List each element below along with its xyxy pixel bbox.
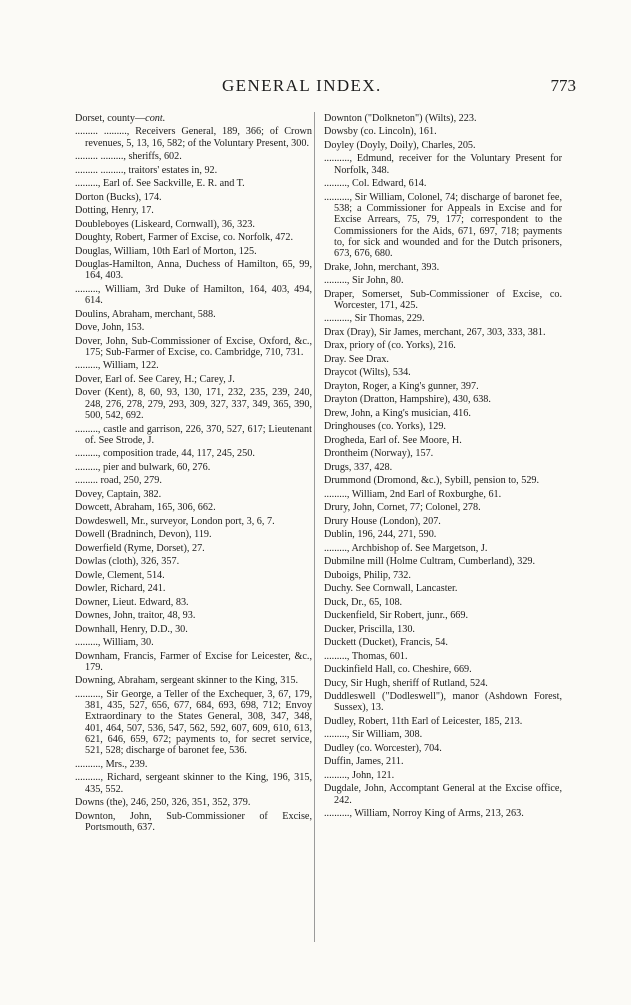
index-entry: Drew, John, a King's musician, 416.: [324, 407, 471, 419]
index-entry: Dowerfield (Ryme, Dorset), 27.: [75, 542, 205, 554]
page-header: [0, 76, 631, 96]
index-entry: Drury, John, Cornet, 77; Colonel, 278.: [324, 502, 481, 514]
index-entry: Downes, John, traitor, 48, 93.: [75, 610, 196, 622]
index-entry: Dowle, Clement, 514.: [75, 569, 165, 581]
index-entry: Downer, Lieut. Edward, 83.: [75, 596, 189, 608]
index-entry: Dringhouses (co. Yorks), 129.: [324, 421, 446, 433]
index-entry: .........., Sir George, a Teller of the Exchequer, 3, 67, 179, 381, 435, 527, 656, 677, 684, 693, 698, 712; Envoy Extraordinary to the States General, 308, 347, 348, 401, 464, 507, 536, 547, 562, 592, 607, 609, 610, 613, 621, 646, 659, 672; payments to, for secret service, 521, 528; discharge of baronet fee, 536.: [75, 688, 312, 757]
index-entry: Dover (Kent), 8, 60, 93, 130, 171, 232, 235, 239, 240, 248, 276, 278, 279, 293, 309, 327, 337, 349, 365, 390, 500, 542, 692.: [75, 387, 312, 422]
index-entry: Dotting, Henry, 17.: [75, 205, 154, 217]
index-entry: Drayton, Roger, a King's gunner, 397.: [324, 380, 479, 392]
index-entry: Doughty, Robert, Farmer of Excise, co. Norfolk, 472.: [75, 232, 294, 244]
index-entry: Downs (the), 246, 250, 326, 351, 352, 379.: [75, 797, 251, 809]
index-entry: ......... ........., Receivers General, 189, 366; of Crown revenues, 5, 13, 16, 582; of the Voluntary Present, 300.: [75, 126, 312, 149]
index-entry: Douglas-Hamilton, Anna, Duchess of Hamilton, 65, 99, 164, 403.: [75, 259, 312, 282]
index-entry: Downham, Francis, Farmer of Excise for Leicester, &c., 179.: [75, 650, 312, 673]
index-entry: Drax, priory of (co. Yorks), 216.: [324, 340, 456, 352]
index-entry: ........., William, 3rd Duke of Hamilton, 164, 403, 494, 614.: [75, 283, 312, 307]
index-entry: Duboigs, Philip, 732.: [324, 569, 411, 581]
index-entry: ........., castle and garrison, 226, 370, 527, 617; Lieutenant of. See Strode, J.: [75, 423, 312, 446]
index-entry: Dowsby (co. Lincoln), 161.: [324, 126, 437, 138]
index-entry: Doulins, Abraham, merchant, 588.: [75, 308, 216, 320]
index-entry: Dove, John, 153.: [75, 322, 145, 334]
index-entry: .........., William, Norroy King of Arms, 213, 263.: [324, 807, 524, 819]
index-entry: ........., Archbishop of. See Margetson, J.: [324, 542, 488, 554]
index-entry: Duddleswell ("Dodleswell"), manor (Ashdown Forest, Sussex), 13.: [324, 691, 562, 714]
index-entry: Draper, Somerset, Sub-Commissioner of Excise, co. Worcester, 171, 425.: [324, 288, 562, 311]
index-entry: Ducker, Priscilla, 130.: [324, 623, 415, 635]
index-entry: ........., Earl of. See Sackville, E. R. and T.: [75, 178, 245, 190]
index-entry: Dorset, county—cont.: [75, 113, 166, 124]
index-entry: Douglas, William, 10th Earl of Morton, 125.: [75, 245, 257, 257]
index-entry: Dudley, Robert, 11th Earl of Leicester, 185, 213.: [324, 715, 523, 727]
index-entry: Duckett (Ducket), Francis, 54.: [324, 637, 448, 649]
index-entry: Doubleboyes (Liskeard, Cornwall), 36, 323.: [75, 218, 255, 230]
index-entry: .........., Mrs., 239.: [75, 758, 148, 770]
index-entry: Ducy, Sir Hugh, sheriff of Rutland, 524.: [324, 677, 488, 689]
index-entry: Drogheda, Earl of. See Moore, H.: [324, 434, 462, 446]
index-entry: Drugs, 337, 428.: [324, 461, 393, 473]
index-entry: Dovey, Captain, 382.: [75, 488, 162, 500]
index-entry: ........., pier and bulwark, 60, 276.: [75, 461, 211, 473]
index-entry: Dowlas (cloth), 326, 357.: [75, 556, 180, 568]
index-entry: Dowell (Bradninch, Devon), 119.: [75, 529, 212, 541]
index-entry: Dugdale, John, Accomptant General at the Excise office, 242.: [324, 783, 562, 806]
index-entry: Duckinfield Hall, co. Cheshire, 669.: [324, 664, 472, 676]
index-entry: ........., composition trade, 44, 117, 245, 250.: [75, 448, 255, 460]
index-entry: Dray. See Drax.: [324, 353, 389, 365]
index-entry: Dudley (co. Worcester), 704.: [324, 742, 442, 754]
page-title: GENERAL INDEX.: [222, 76, 382, 95]
left-column: [75, 113, 312, 835]
index-entry: Downing, Abraham, sergeant skinner to the King, 315.: [75, 675, 299, 687]
index-entry: Dubmilne mill (Holme Cultram, Cumberland), 329.: [324, 556, 536, 568]
index-entry: ........., Sir John, 80.: [324, 275, 404, 287]
column-divider: [314, 112, 315, 942]
index-entry: ......... ........., sheriffs, 602.: [75, 151, 182, 163]
index-entry: Dowdeswell, Mr., surveyor, London port, 3, 6, 7.: [75, 515, 275, 527]
index-entry: ........., John, 121.: [324, 769, 395, 781]
index-entry: .........., Sir Thomas, 229.: [324, 313, 425, 325]
index-entry: ........., William, 30.: [75, 637, 154, 649]
index-entry: Dover, John, Sub-Commissioner of Excise, Oxford, &c., 175; Sub-Farmer of Excise, co. Cambridge, 710, 731.: [75, 335, 312, 358]
index-entry: ........., Sir William, 308.: [324, 729, 423, 741]
index-entry: Dublin, 196, 244, 271, 590.: [324, 529, 437, 541]
index-entry: Drake, John, merchant, 393.: [324, 261, 440, 273]
index-entry: Duffin, James, 211.: [324, 756, 404, 768]
index-entry: Downton, John, Sub-Commissioner of Excise, Portsmouth, 637.: [75, 810, 312, 833]
index-entry: Duchy. See Cornwall, Lancaster.: [324, 583, 458, 595]
index-entry: Dowcett, Abraham, 165, 306, 662.: [75, 502, 216, 514]
index-entry: Doyley (Doyly, Doily), Charles, 205.: [324, 139, 476, 151]
index-entry: Dowler, Richard, 241.: [75, 583, 166, 595]
index-entry: .........., Sir William, Colonel, 74; discharge of baronet fee, 538; a Commissioner for Appeals in Excise and for Excise Arrears, 75, 79, 177; correspondent to the Commissioners for the Aids, 671, 697, 718; payments to, for sick and wounded and for the Dutch prisoners, 673, 676, 680.: [324, 191, 562, 260]
index-entry: ........., William, 122.: [75, 360, 159, 372]
right-column: [324, 113, 562, 821]
index-entry: ......... ........., traitors' estates in, 92.: [75, 164, 218, 176]
index-entry: ......... road, 250, 279.: [75, 475, 162, 487]
index-entry: ........., William, 2nd Earl of Roxburghe, 61.: [324, 488, 502, 500]
index-entry: ........., Col. Edward, 614.: [324, 178, 427, 190]
index-entry: Duck, Dr., 65, 108.: [324, 596, 403, 608]
index-entry: Drayton (Dratton, Hampshire), 430, 638.: [324, 394, 491, 406]
page-number: 773: [550, 76, 576, 95]
index-entry: .........., Richard, sergeant skinner to the King, 196, 315, 435, 552.: [75, 772, 312, 795]
index-entry: Drury House (London), 207.: [324, 515, 441, 527]
index-entry: Draycot (Wilts), 534.: [324, 367, 411, 379]
index-entry: Dover, Earl of. See Carey, H.; Carey, J.: [75, 373, 235, 385]
index-entry: .........., Edmund, receiver for the Voluntary Present for Norfolk, 348.: [324, 153, 562, 176]
index-entry: Downhall, Henry, D.D., 30.: [75, 623, 188, 635]
index-entry: ........., Thomas, 601.: [324, 650, 408, 662]
index-entry: Drax (Dray), Sir James, merchant, 267, 303, 333, 381.: [324, 326, 546, 338]
index-entry: Drummond (Dromond, &c.), Sybill, pension to, 529.: [324, 475, 540, 487]
index-entry: Duckenfield, Sir Robert, junr., 669.: [324, 610, 469, 622]
index-entry: Drontheim (Norway), 157.: [324, 448, 434, 460]
index-entry: Dorton (Bucks), 174.: [75, 191, 162, 203]
index-entry: Downton ("Dolkneton") (Wilts), 223.: [324, 113, 477, 124]
